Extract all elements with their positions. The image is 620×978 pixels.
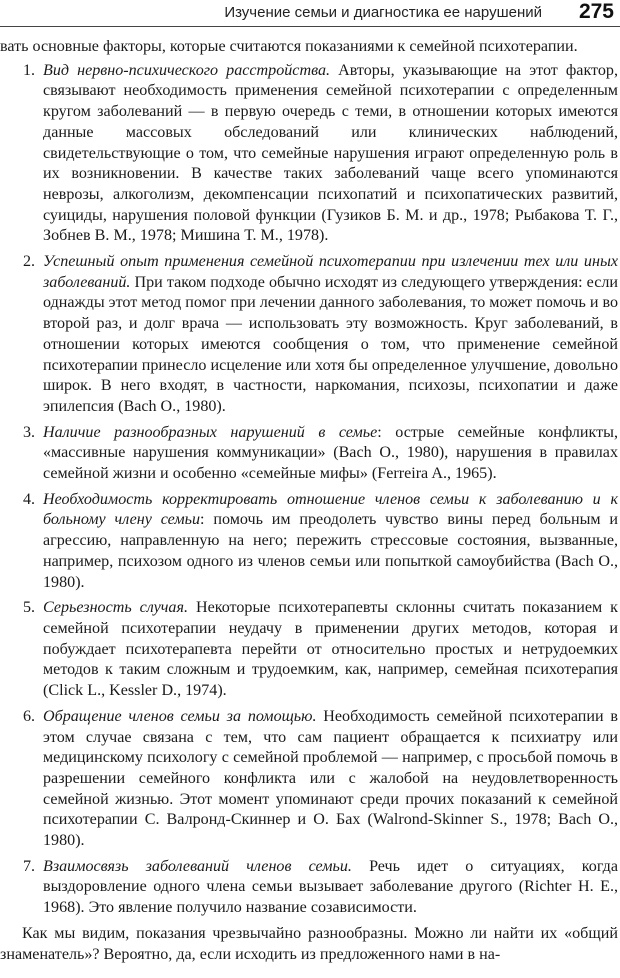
list-item-text: : помочь им преодолеть чувство вины перед больным и агрессию, направленную на него; пережить стрессовые состояния, вызванные, например, психозом одного из членов семьи или попыткой самоубийства (Bach O., 1980). bbox=[43, 511, 619, 591]
list-item-title: Наличие разнообразных нарушений в семье bbox=[43, 423, 378, 441]
indications-list bbox=[0, 61, 618, 919]
list-item-number: 6. bbox=[23, 707, 36, 725]
intro-paragraph: вать основные факторы, которые считаются показаниями к семейной психотерапии. bbox=[0, 38, 578, 55]
list-item-text: Речь идет о ситуациях, когда выздоровление одного члена семьи вызывает заболевание другого (Richter H. E., 1968). Это явление получило название созависимости. bbox=[43, 857, 618, 917]
closing-paragraph: Как мы видим, показания чрезвычайно разнообразны. Можно ли найти их «общий знаменатель»? Вероятно, да, если исходить из предложенного нами в на- bbox=[0, 924, 618, 963]
list-item-text: Авторы, указывающие на этот фактор, связывают необходимость применения семейной психотерапии с определенным кругом заболеваний — в первую очередь с теми, в отношении которых имеются данные массовых обследований или клинических наблюдений, свидетельствующие о том, что семейные нарушения играют определенную роль в их возникновении. В качестве таких заболеваний чаще всего упоминаются неврозы, алкоголизм, декомпенсации психопатий и психопатических развитий, суициды, нарушения половой функции (Гузиков Б. М. и др., 1978; Рыбакова Т. Г., Зобнев В. М., 1978; Мишина Т. М., 1978). bbox=[43, 61, 618, 245]
list-item-text: Необходимость семейной психотерапии в этом случае связана с тем, что сам пациент обращается к психиатру или медицинскому психологу с семейной проблемой — например, с просьбой помочь в разрешении семейного конфликта или с жалобой на неудовлетворенность семейной жизнью. Этот момент упоминают среди прочих показаний к семейной психотерапии С. Валронд-Скиннер и О. Бах (Walrond-Skinner S., 1978; Bach O., 1980). bbox=[43, 707, 618, 850]
list-item-number: 7. bbox=[23, 857, 36, 875]
list-item bbox=[0, 423, 618, 485]
list-item bbox=[0, 490, 618, 594]
list-item-number: 1. bbox=[23, 61, 36, 79]
list-item bbox=[0, 857, 618, 919]
list-item-text: Некоторые психотерапевты склонны считать показанием к семейной психотерапии неудачу в применении других методов, которая и побуждает психотерапевта перейти от относительно простых и нетрудоемких методов к таким сложным и трудоемким, как, например, семейная психотерапия (Click L., Kessler D., 1974). bbox=[43, 599, 618, 700]
list-item-title: Взаимосвязь заболеваний членов семьи. bbox=[43, 857, 352, 875]
list-item-title: Необходимость корректировать отношение членов семьи к заболеванию и к больному члену семьи bbox=[43, 490, 618, 529]
list-item-text: : острые семейные конфликты, «массивные нарушения коммуникации» (Bach O., 1980), нарушения в правилах семейной жизни и особенно «семейные мифы» (Ferreira A., 1965). bbox=[43, 423, 619, 483]
list-item-title: Серьезность случая. bbox=[43, 599, 188, 617]
list-item-number: 4. bbox=[23, 490, 36, 508]
running-header bbox=[0, 0, 620, 34]
list-item-number: 2. bbox=[23, 253, 36, 271]
list-item-text: При таком подходе обычно исходят из следующего утверждения: если однажды этот метод помог при лечении данного заболевания, то может помочь и во второй раз, и долг врача — использовать эту возможность. Круг заболеваний, в отношении которых имеются сообщения о том, что применение семейной психотерапии принесло исцеление или хотя бы определенное улучшение, довольно широк. В него входят, в частности, наркомания, психозы, психопатии и даже эпилепсия (Bach O., 1980). bbox=[43, 273, 619, 415]
running-header-title: Изучение семьи и диагностика ее нарушений bbox=[224, 4, 542, 21]
list-item bbox=[0, 252, 618, 418]
list-item-title: Вид нервно-психического расстройства. bbox=[43, 61, 331, 79]
list-item bbox=[0, 707, 618, 852]
list-item bbox=[0, 61, 618, 247]
page-number: 275 bbox=[578, 0, 614, 23]
list-item-number: 3. bbox=[23, 423, 36, 441]
body-text bbox=[0, 37, 618, 965]
header-rule bbox=[0, 26, 620, 27]
list-item-title: Обращение членов семьи за помощью. bbox=[43, 707, 317, 725]
list-item bbox=[0, 598, 618, 702]
list-item-number: 5. bbox=[23, 599, 36, 617]
list-item-title: Успешный опыт применения семейной психотерапии при излечении тех или иных заболеваний. bbox=[43, 253, 618, 291]
